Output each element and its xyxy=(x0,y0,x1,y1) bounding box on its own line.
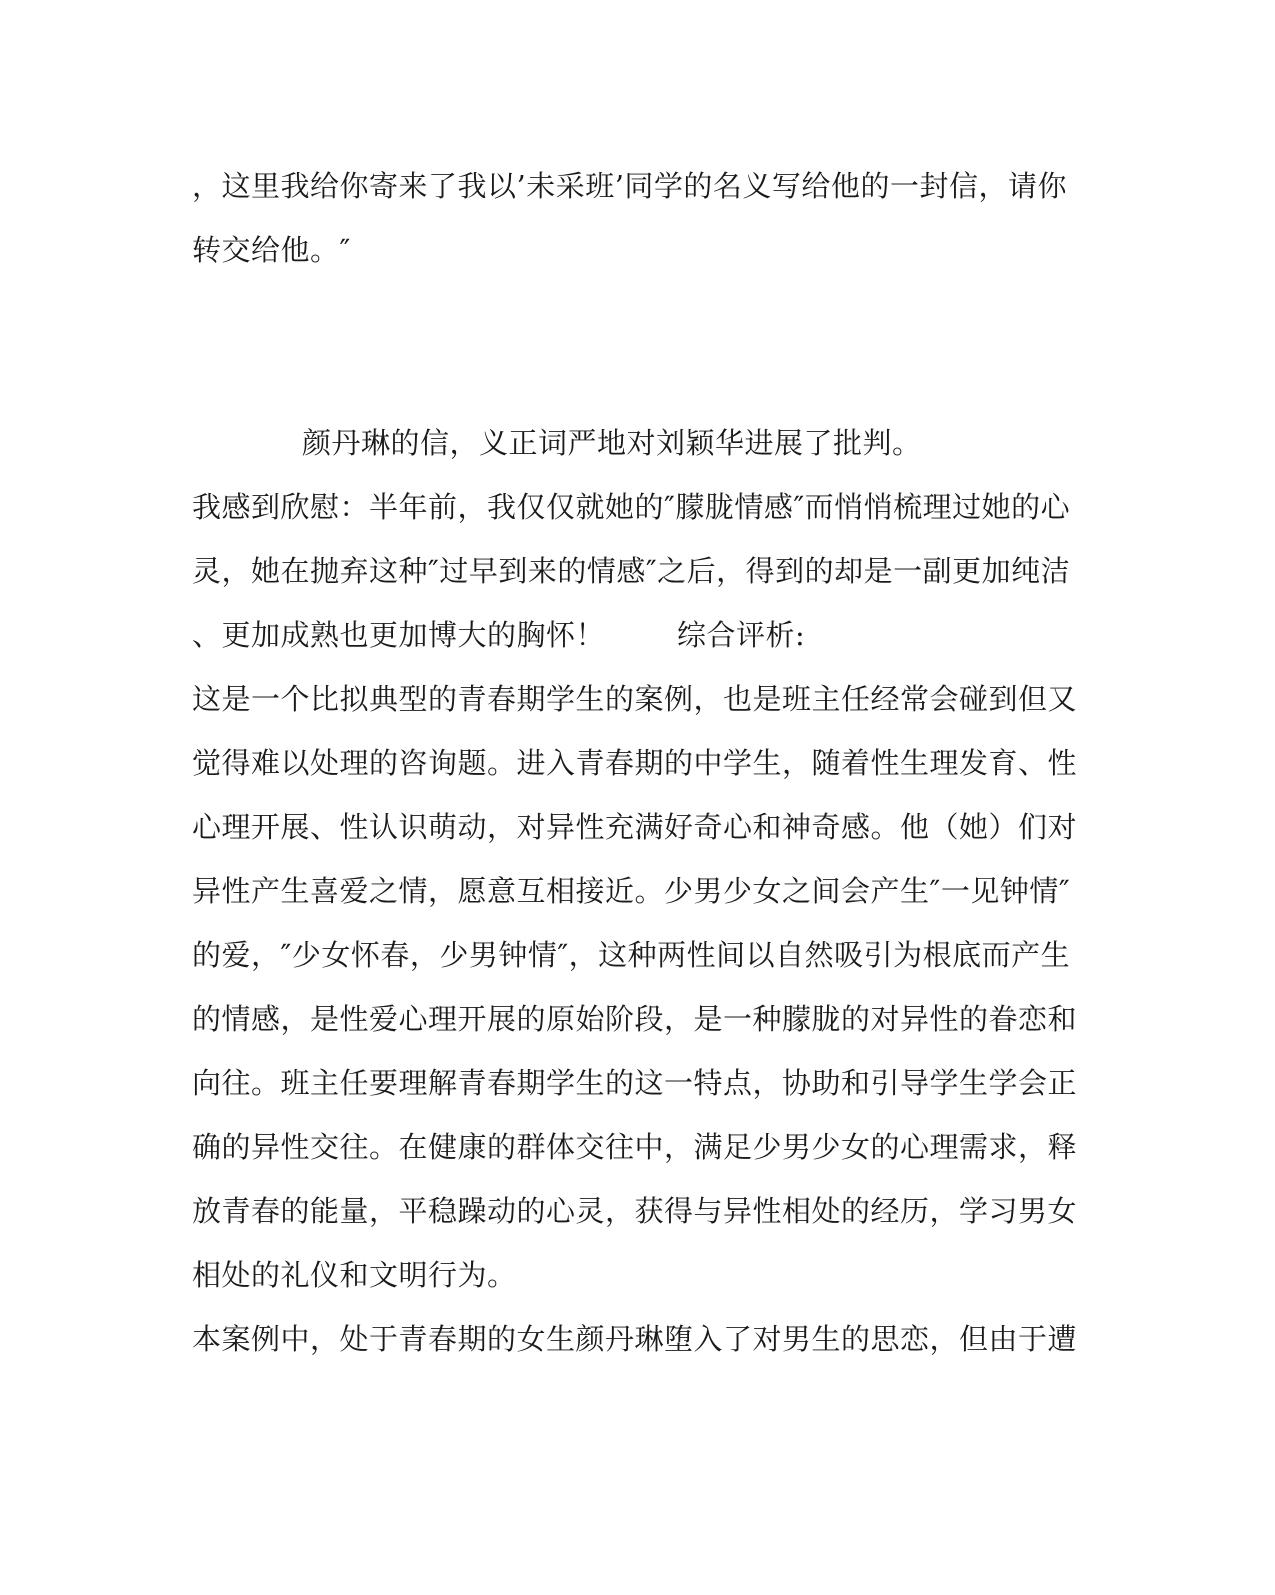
text-line: 的情感，是性爱心理开展的原始阶段，是一种朦胧的对异性的眷恋和 xyxy=(192,1002,1078,1036)
text-line: 放青春的能量，平稳躁动的心灵，获得与异性相处的经历，学习男女 xyxy=(192,1194,1078,1228)
text-line: 本案例中，处于青春期的女生颜丹琳堕入了对男生的思恋，但由于遭 xyxy=(192,1322,1078,1356)
text-line: ，这里我给你寄来了我以’未采班’同学的名义写给他的一封信，请你 xyxy=(192,169,1067,203)
text-line: 我感到欣慰：半年前，我仅仅就她的″朦胧情感″而悄悄梳理过她的心 xyxy=(192,490,1071,524)
text-line: 灵，她在抛弃这种″过早到来的情感″之后，得到的却是一副更加纯洁 xyxy=(192,554,1071,588)
text-line: 这是一个比拟典型的青春期学生的案例，也是班主任经常会碰到但又 xyxy=(192,682,1078,716)
text-line: 心理开展、性认识萌动，对异性充满好奇心和神奇感。他（她）们对 xyxy=(192,810,1078,844)
text-line: 异性产生喜爱之情，愿意互相接近。少男少女之间会产生″一见钟情″ xyxy=(192,874,1071,908)
text-line: 颜丹琳的信，义正词严地对刘颖华进展了批判。 xyxy=(302,426,922,460)
text-line: 觉得难以处理的咨询题。进入青春期的中学生，随着性生理发育、性 xyxy=(192,746,1078,780)
text-line: 确的异性交往。在健康的群体交往中，满足少男少女的心理需求，释 xyxy=(192,1130,1078,1164)
section-heading: 综合评析: xyxy=(677,618,806,652)
text-line: 向往。班主任要理解青春期学生的这一特点，协助和引导学生学会正 xyxy=(192,1066,1078,1100)
text-line: 转交给他。″ xyxy=(192,233,351,267)
text-line xyxy=(192,615,1072,655)
text-segment: 、更加成熟也更加博大的胸怀！ xyxy=(192,618,606,652)
text-line: 相处的礼仪和文明行为。 xyxy=(192,1258,517,1292)
text-line: 的爱，″少女怀春，少男钟情″，这种两性间以自然吸引为根底而产生 xyxy=(192,938,1071,972)
